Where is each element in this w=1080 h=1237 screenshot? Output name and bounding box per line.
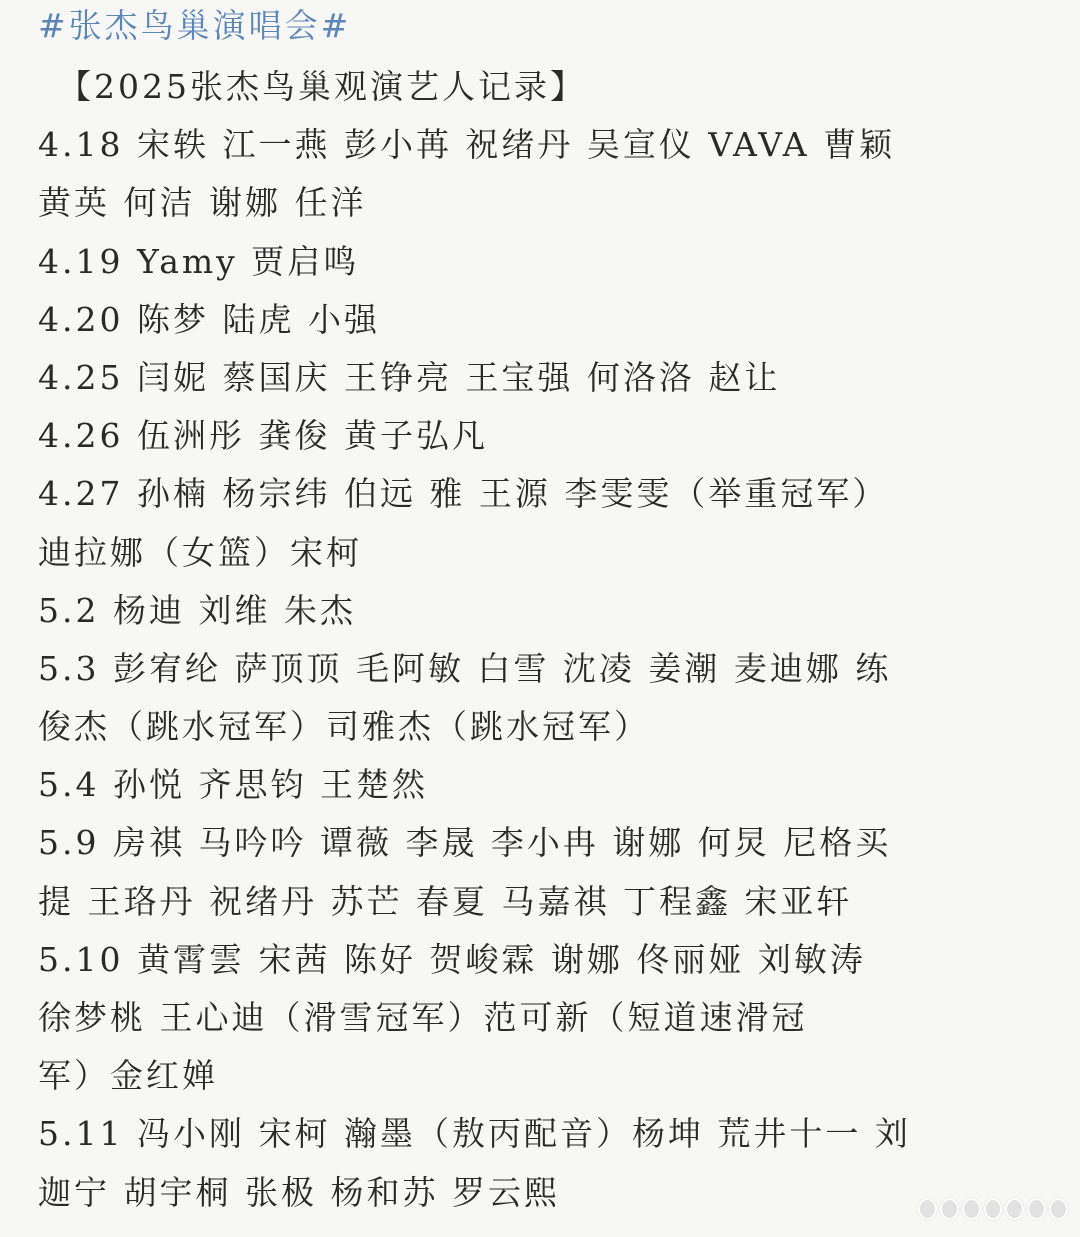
watermark-dot-icon	[984, 1198, 1003, 1220]
list-line: 徐梦桃 王心迪（滑雪冠军）范可新（短道速滑冠	[38, 998, 808, 1037]
watermark-dot-icon	[918, 1198, 937, 1220]
list-line: 5.2 杨迪 刘维 朱杰	[38, 590, 356, 630]
list-line: 4.27 孙楠 杨宗纬 伯远 雅 王源 李雯雯（举重冠军）	[38, 474, 889, 514]
list-line: 4.25 闫妮 蔡国庆 王铮亮 王宝强 何洛洛 赵让	[38, 357, 781, 397]
list-line: 提 王珞丹 祝绪丹 苏芒 春夏 马嘉祺 丁程鑫 宋亚轩	[38, 881, 853, 921]
list-line: 俊杰（跳水冠军）司雅杰（跳水冠军）	[38, 707, 650, 747]
attendance-list	[38, 58, 1048, 1222]
watermark-dot-icon	[1005, 1198, 1024, 1220]
list-line: 5.4 孙悦 齐思钧 王楚然	[38, 765, 428, 805]
list-line: 4.26 伍洲彤 龚俊 黄子弘凡	[38, 416, 488, 456]
watermark-dot-icon	[940, 1198, 959, 1220]
list-line: 5.11 冯小刚 宋柯 瀚墨（敖丙配音）杨坤 荒井十一 刘	[38, 1114, 911, 1154]
topic-hashtag[interactable]: #张杰鸟巢演唱会#	[38, 6, 352, 45]
list-line: 5.10 黄霄雲 宋茜 陈好 贺峻霖 谢娜 佟丽娅 刘敏涛	[38, 939, 866, 979]
list-line: 迦宁 胡宇桐 张极 杨和苏 罗云熙	[38, 1172, 560, 1212]
list-line: 5.9 房祺 马吟吟 谭薇 李晟 李小冉 谢娜 何炅 尼格买	[38, 823, 892, 863]
list-line: 5.3 彭宥纶 萨顶顶 毛阿敏 白雪 沈凌 姜潮 麦迪娜 练	[38, 648, 892, 688]
list-line: 4.18 宋轶 江一燕 彭小苒 祝绪丹 吴宣仪 VAVA 曹颖	[38, 125, 896, 165]
list-line: 4.20 陈梦 陆虎 小强	[38, 299, 380, 339]
list-line: 迪拉娜（女篮）宋柯	[38, 532, 362, 572]
watermark-dot-icon	[1049, 1198, 1068, 1220]
watermark-dot-icon	[962, 1198, 981, 1220]
page-indicator-dots	[918, 1195, 1068, 1223]
list-title: 【2025张杰鸟巢观演艺人记录】	[58, 67, 586, 106]
watermark-dot-icon	[1027, 1198, 1046, 1220]
list-line: 黄英 何洁 谢娜 任洋	[38, 183, 367, 223]
list-line: 军）金红婵	[38, 1056, 218, 1096]
list-line: 4.19 Yamy 贾启鸣	[38, 241, 360, 281]
